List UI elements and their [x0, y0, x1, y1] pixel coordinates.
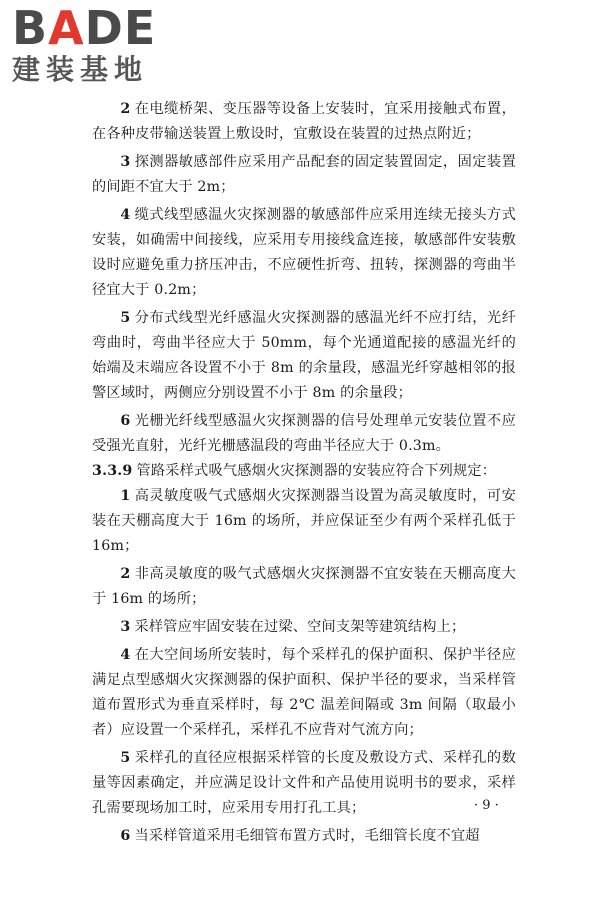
document-body [92, 97, 516, 849]
logo-wordmark: BADE [12, 1, 157, 55]
section-heading: 3.3.9 管路采样式吸气感烟火灾探测器的安装应符合下列规定： [92, 463, 497, 479]
clause-item: 5 采样孔的直径应根据采样管的长度及敷设方式、采样孔的数量等因素确定，并应满足设计文件和产品使用说明书的要求，采样孔需要现场加工时，应采用专用打孔工具； [92, 750, 516, 816]
clause-item: 1 高灵敏度吸气式感烟火灾探测器当设置为高灵敏度时，可安装在天棚高度大于 16m 的场所，并应保证至少有两个采样孔低于 16m； [92, 488, 516, 554]
logo [12, 1, 182, 86]
clause-item: 4 在大空间场所安装时，每个采样孔的保护面积、保护半径应满足点型感烟火灾探测器的保护面积、保护半径的要求，当采样管道布置形式为垂直采样时，每 2℃ 温差间隔或 3m 间隔（取最小者）应设置一个采样孔，采样孔不应背对气流方向； [92, 647, 516, 738]
clause-item: 2 非高灵敏度的吸气式感烟火灾探测器不宜安装在天棚高度大于 16m 的场所； [92, 566, 516, 607]
clause-item: 3 采样管应牢固安装在过梁、空间支架等建筑结构上； [120, 619, 466, 635]
clause-item: 5 分布式线型光纤感温火灾探测器的感温光纤不应打结，光纤弯曲时，弯曲半径应大于 50mm，每个光通道配接的感温光纤的始端及末端应各设置不小于 8m 的余量段，感温光纤穿越相邻的报警区域时，两侧应分别设置不小于 8m 的余量段； [92, 310, 516, 401]
clause-item: 6 光栅光纤线型感温火灾探测器的信号处理单元安装位置不应受强光直射，光纤光栅感温段的弯曲半径应大于 0.3m。 [92, 413, 516, 454]
page-number: · 9 · [474, 798, 499, 813]
logo-subtitle: 建装基地 [12, 53, 149, 86]
clause-item: 4 缆式线型感温火灾探测器的敏感部件应采用连续无接头方式安装，如确需中间接线，应采用专用接线盒连接，敏感部件安装敷设时应避免重力挤压冲击，不应硬性折弯、扭转，探测器的弯曲半径宜大于 0.2m； [92, 207, 516, 298]
clause-item: 2 在电缆桥架、变压器等设备上安装时，宜采用接触式布置，在各种皮带输送装置上敷设时，宜敷设在装置的过热点附近； [92, 101, 516, 142]
clause-item: 3 探测器敏感部件应采用产品配套的固定装置固定，固定装置的间距不宜大于 2m； [92, 154, 516, 195]
clause-item: 6 当采样管道采用毛细管布置方式时，毛细管长度不宜超 [120, 828, 480, 844]
